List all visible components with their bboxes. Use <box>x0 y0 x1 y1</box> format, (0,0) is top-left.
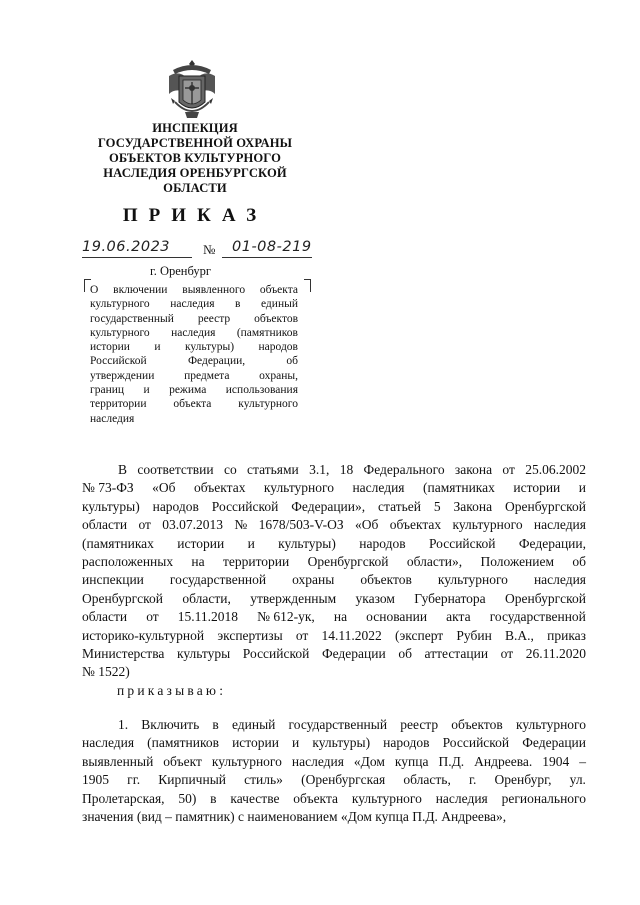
text-segment: народов <box>359 535 406 551</box>
handwritten-number: 01-08-219 <box>232 239 312 255</box>
text-segment: 1905 <box>82 772 109 788</box>
text-segment: истории <box>177 535 225 551</box>
text-segment: и <box>578 480 586 496</box>
text-segment: 1. Включить в единый государственный реестр объектов культурного <box>118 717 586 732</box>
text-line <box>90 326 298 340</box>
text-segment: № 73-ФЗ <box>82 480 134 496</box>
text-segment: Министерства культуры Российской Федерации об аттестации от 26.11.2020 <box>82 646 586 662</box>
text-segment: наследия <box>352 480 405 496</box>
text-line <box>82 516 586 534</box>
agency-line: ГОСУДАРСТВЕННОЙ ОХРАНЫ <box>97 136 293 150</box>
agency-line: ОБЪЕКТОВ КУЛЬТУРНОГО <box>108 151 282 165</box>
text-segment: культурного наследия (памятников <box>90 326 298 339</box>
text-segment: государственной <box>489 609 586 625</box>
text-segment: народов <box>258 341 298 354</box>
text-segment: утверждении <box>90 369 155 382</box>
number-underline <box>222 257 312 258</box>
text-segment: границ <box>90 384 125 397</box>
text-segment: единый <box>260 298 298 311</box>
text-segment: Российской <box>428 535 496 551</box>
text-segment: культурного <box>263 480 334 496</box>
text-segment: от <box>146 609 159 625</box>
text-segment: № 1522) <box>82 664 130 680</box>
text-segment: Оренбург, <box>494 772 552 788</box>
text-segment: (Оренбургская <box>301 772 386 788</box>
subject-bracket-right <box>304 279 311 292</box>
text-segment: охраны, <box>259 369 298 382</box>
text-segment: охраны <box>292 572 335 588</box>
text-line <box>82 753 586 771</box>
text-segment: использования <box>225 384 298 397</box>
text-segment: реестр <box>197 312 231 325</box>
text-segment: Федерации, <box>187 355 246 368</box>
date-underline <box>82 257 192 258</box>
text-segment: (памятниках <box>422 480 495 496</box>
text-line <box>90 369 298 383</box>
text-line <box>82 808 586 826</box>
text-segment: Оренбургской области, утвержденным указом Губернатора Оренбургской <box>82 590 586 606</box>
text-line <box>82 535 586 553</box>
order-word: приказываю: <box>117 683 227 698</box>
text-segment: № 612-ук, <box>257 609 315 625</box>
text-segment: ул. <box>569 772 586 788</box>
text-segment: предмета <box>184 369 230 382</box>
text-line <box>90 412 298 426</box>
text-segment: Российской <box>90 355 147 368</box>
text-segment: основании <box>366 609 428 625</box>
text-line <box>90 397 298 411</box>
text-segment: культурного <box>437 572 508 588</box>
text-line <box>82 663 586 681</box>
text-segment: и <box>154 341 161 354</box>
text-segment: области от 03.07.2013 № 1678/503-V-ОЗ «Об объектах культурного наследия <box>82 517 586 533</box>
text-segment: историко-культурной экспертизы от 14.11.2022 (эксперт Рубин В.А., приказ <box>82 627 586 643</box>
text-line <box>90 340 298 354</box>
text-segment: (памятниках <box>82 535 154 551</box>
text-line <box>82 608 586 626</box>
text-line <box>82 771 586 789</box>
text-segment: на <box>333 609 348 625</box>
agency-line: ОБЛАСТИ <box>163 181 227 195</box>
number-sign: № <box>203 242 216 257</box>
text-segment: культуры) <box>184 341 235 354</box>
text-line <box>90 312 298 326</box>
text-line <box>82 734 586 752</box>
coat-of-arms-icon <box>165 58 219 120</box>
text-segment: государственный <box>90 312 174 325</box>
text-segment: наследия <box>170 298 215 311</box>
text-segment: г. <box>468 772 477 788</box>
text-segment: акта <box>446 609 471 625</box>
text-line <box>90 297 298 311</box>
text-line <box>82 479 586 497</box>
agency-name <box>70 121 320 196</box>
text-segment: объектов <box>254 312 298 325</box>
text-segment: и <box>143 384 150 397</box>
text-segment: режима <box>169 384 207 397</box>
text-line <box>90 383 298 397</box>
text-segment: инспекции <box>82 572 144 588</box>
text-segment: объектах <box>194 480 246 496</box>
text-segment: О включении выявленного объекта <box>90 284 298 296</box>
text-segment: в <box>235 298 241 311</box>
text-segment: об <box>286 355 298 368</box>
text-line <box>82 571 586 589</box>
text-segment: культурного <box>238 398 298 411</box>
text-segment: 15.11.2018 <box>177 609 239 625</box>
preamble-paragraph <box>82 461 586 682</box>
text-line <box>82 645 586 663</box>
text-line <box>82 716 586 734</box>
text-segment: и <box>247 535 255 551</box>
text-segment <box>82 461 118 479</box>
text-line <box>82 553 586 571</box>
text-segment: области <box>82 609 128 625</box>
text-segment <box>82 716 118 734</box>
text-segment: Федерации, <box>518 535 586 551</box>
text-segment: истории <box>90 341 130 354</box>
text-line <box>82 790 586 808</box>
text-segment: Пролетарская, 50) в качестве объекта культурного наследия регионального <box>82 790 586 806</box>
document-title: ПРИКАЗ <box>122 205 268 226</box>
handwritten-date: 19.06.2023 <box>82 239 171 255</box>
text-line <box>82 627 586 645</box>
text-line <box>90 354 298 368</box>
order-subject <box>90 283 298 426</box>
text-segment: объекта <box>173 398 212 411</box>
text-segment: наследия <box>533 572 586 588</box>
text-line <box>82 590 586 608</box>
date-number-line <box>82 239 322 261</box>
text-segment: стиль» <box>244 772 283 788</box>
text-segment: выявленный объект культурного наследия «Дом купца П.Д. Андреева. 1904 – <box>82 753 586 769</box>
text-segment: область, <box>403 772 451 788</box>
text-segment: наследия <box>90 412 135 425</box>
text-segment: «Об <box>152 480 176 496</box>
text-segment: истории <box>513 480 561 496</box>
text-segment: гг. <box>127 772 141 788</box>
text-line <box>82 461 586 479</box>
agency-line: НАСЛЕДИЯ ОРЕНБУРГСКОЙ <box>103 166 287 180</box>
text-segment: Кирпичный <box>158 772 226 788</box>
text-segment: культуры) народов Российской Федерации», статьей 5 Закона Оренбургской <box>82 498 586 514</box>
text-segment: В соответствии со статьями 3.1, 18 Федерального закона от 25.06.2002 <box>118 462 586 477</box>
agency-line: ИНСПЕКЦИЯ <box>152 121 238 135</box>
text-segment: территории <box>90 398 147 411</box>
text-line <box>90 283 298 297</box>
item-1-paragraph <box>82 716 586 826</box>
text-segment: значения (вид – памятник) с наименованием «Дом купца П.Д. Андреева», <box>82 809 507 825</box>
text-segment: культурного <box>90 298 150 311</box>
city: г. Оренбург <box>150 264 211 278</box>
text-line <box>82 498 586 516</box>
text-segment: государственной <box>169 572 267 588</box>
text-segment: объектов <box>360 572 412 588</box>
text-segment: культуры) <box>278 535 336 551</box>
text-segment: расположенных на территории Оренбургской области», Положением об <box>82 554 586 570</box>
text-segment: наследия (памятников истории и культуры) народов Российской Федерации <box>82 735 586 751</box>
